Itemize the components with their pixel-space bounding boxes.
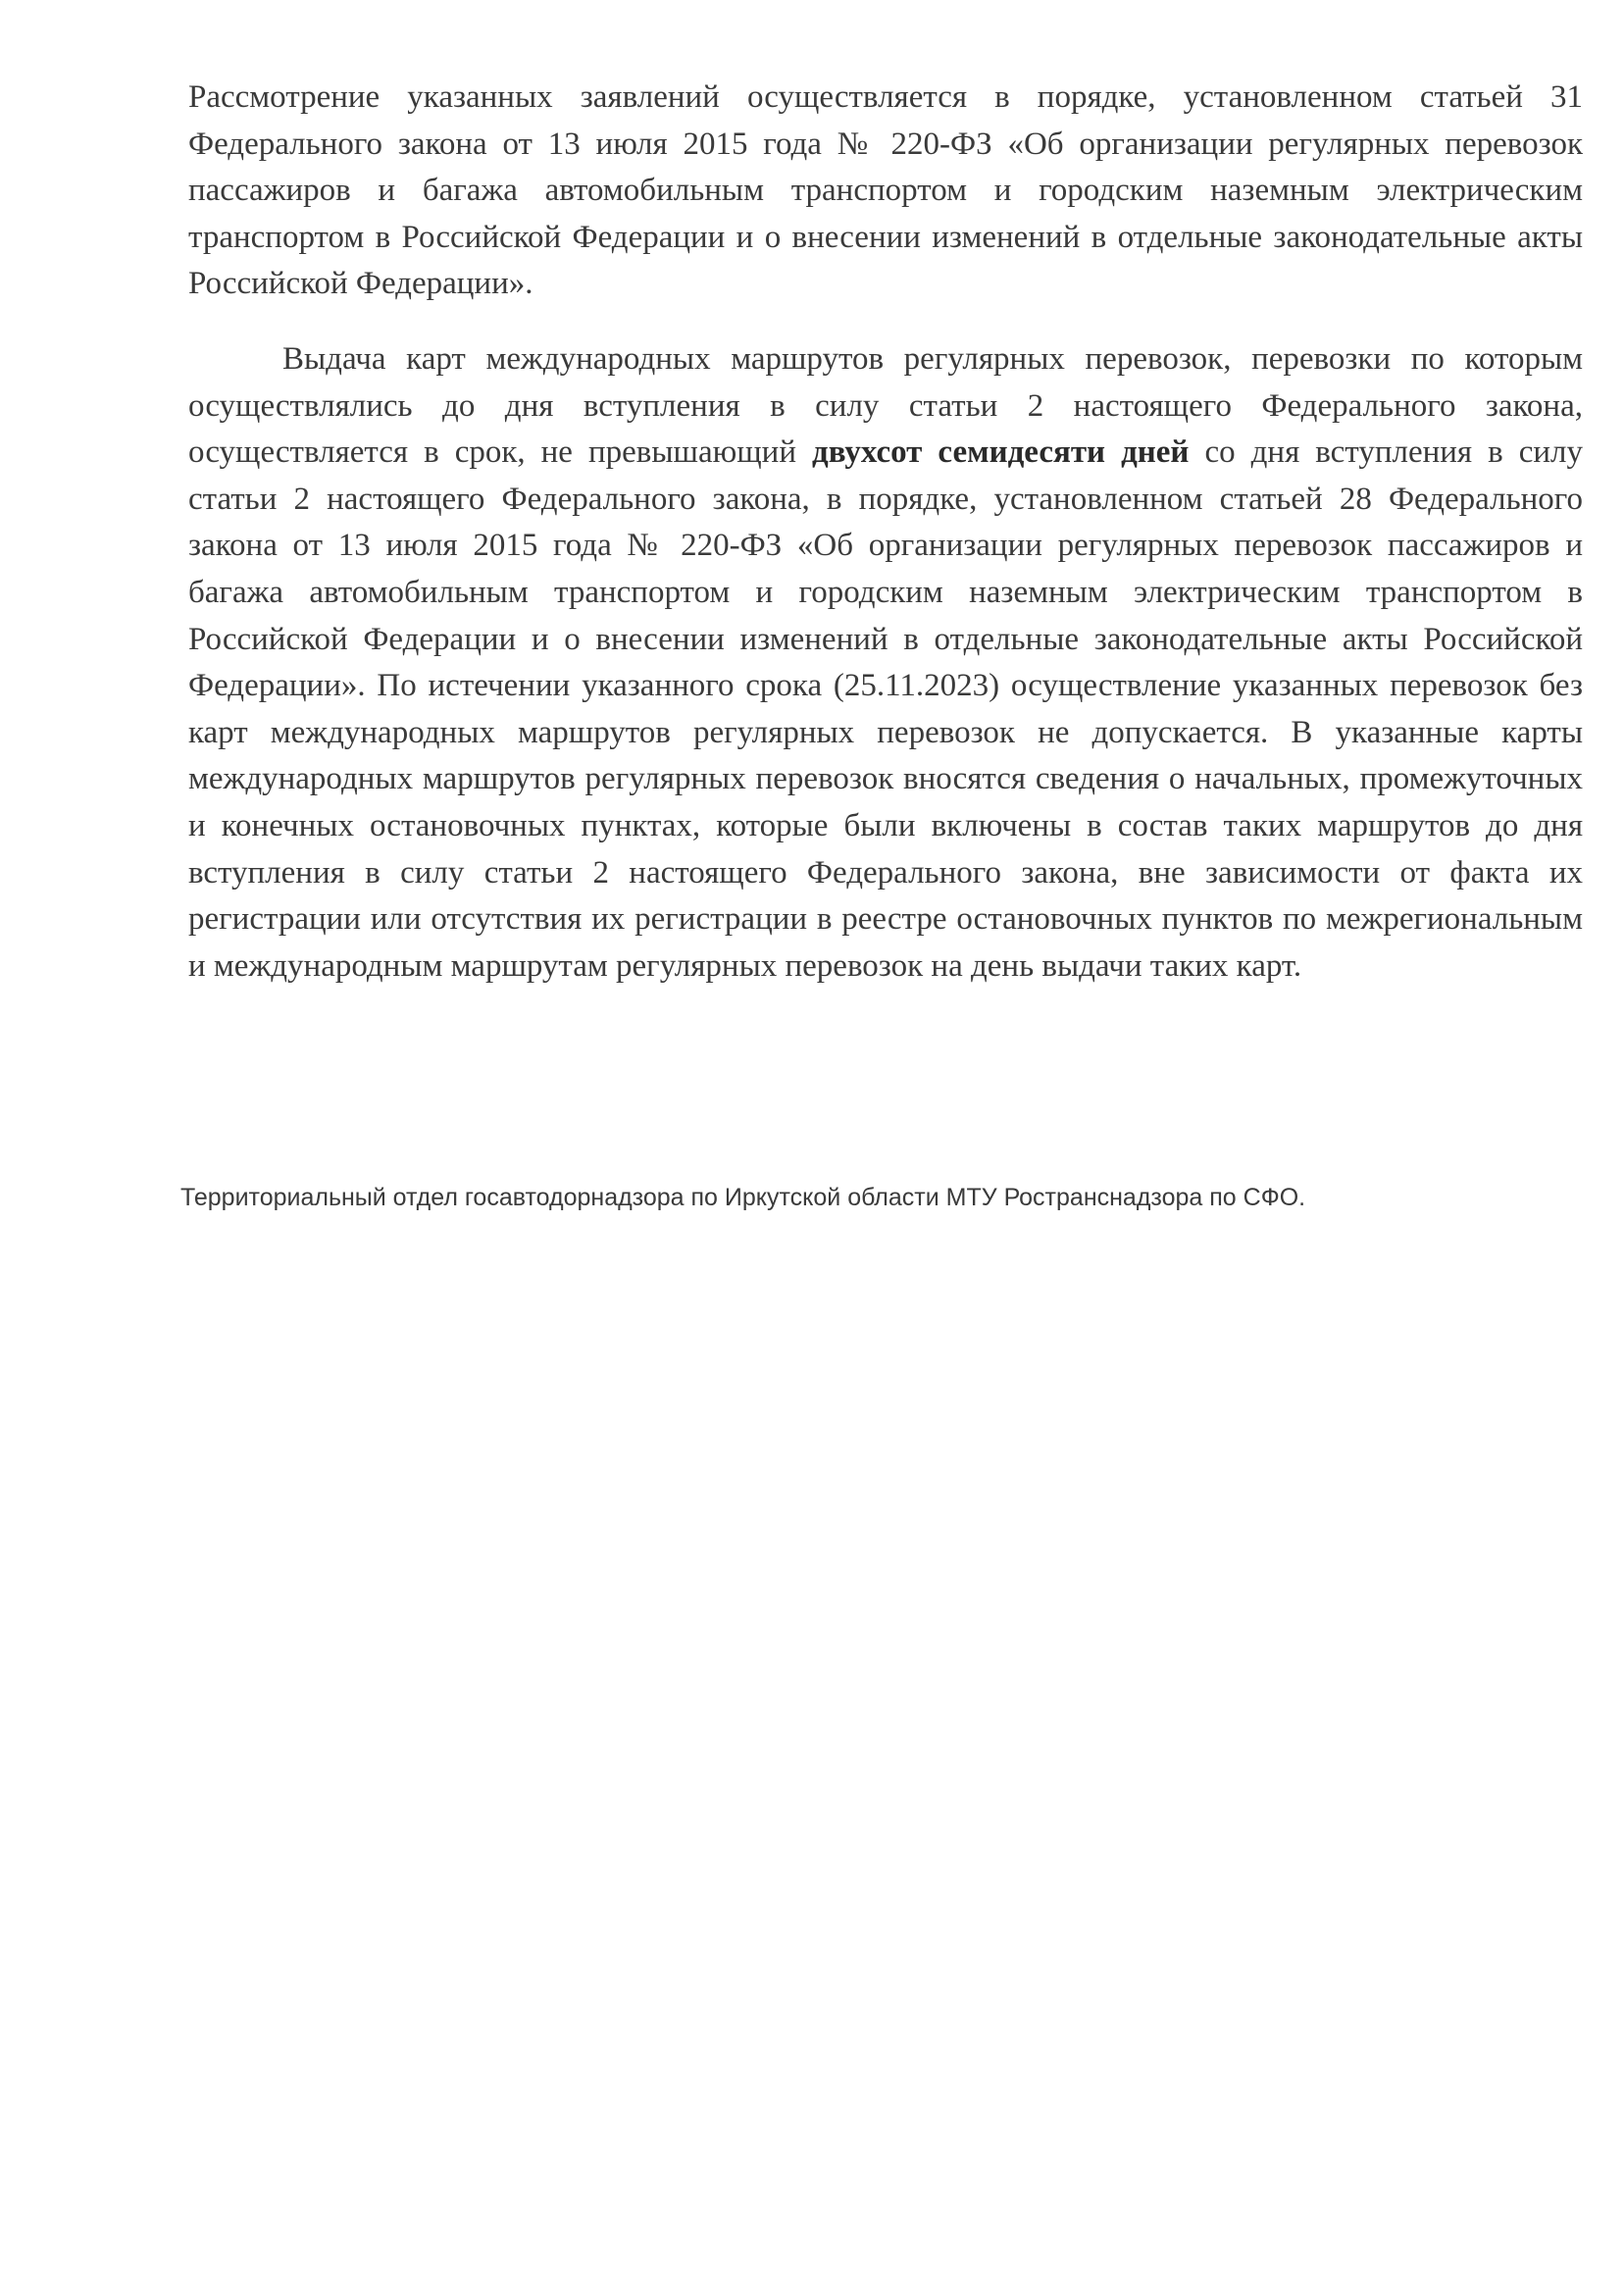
paragraph-card-issuance	[188, 336, 1583, 990]
paragraph-review-procedure	[188, 75, 1583, 308]
paragraph-2-text-start: Выдача карт международных маршрутов регулярных перевозок, перевозки по которым осуществлялись до дня вступления в силу статьи 2 настоящего Федерального закона, осуществляется в срок, не превышающий	[188, 341, 1583, 471]
deadline-emphasis: двухсот семидесяти дней	[812, 434, 1190, 471]
paragraph-2-text-end: со дня вступления в силу статьи 2 настоящего Федерального закона, в порядке, установленном статьей 28 Федерального закона от 13 июля 2015 года № 220-ФЗ «Об организации регулярных перевозок пассажиров и багажа автомобильным транспортом и городским наземным электрическим транспортом в Российской Федерации и о внесении изменений в отдельные законодательные акты Российской Федерации». По истечении указанного срока (25.11.2023) осуществление указанных перевозок без карт международных маршрутов регулярных перевозок не допускается. В указанные карты международных маршрутов регулярных перевозок вносятся сведения о начальных, промежуточных и конечных остановочных пунктах, которые были включены в состав таких маршрутов до дня вступления в силу статьи 2 настоящего Федерального закона, вне зависимости от факта их регистрации или отсутствия их регистрации в реестре остановочных пунктов по межрегиональным и международным маршрутам регулярных перевозок на день выдачи таких карт.	[188, 434, 1583, 984]
paragraph-1-text: Рассмотрение указанных заявлений осуществляется в порядке, установленном статьей 31 Федерального закона от 13 июля 2015 года № 220-ФЗ «Об организации регулярных перевозок пассажиров и багажа автомобильным транспортом и городским наземным электрическим транспортом в Российской Федерации и о внесении изменений в отдельные законодательные акты Российской Федерации».	[188, 79, 1583, 302]
issuing-authority-note: Территориальный отдел госавтодорнадзора по Иркутской области МТУ Ространснадзора по СФО.	[180, 1184, 1306, 1211]
